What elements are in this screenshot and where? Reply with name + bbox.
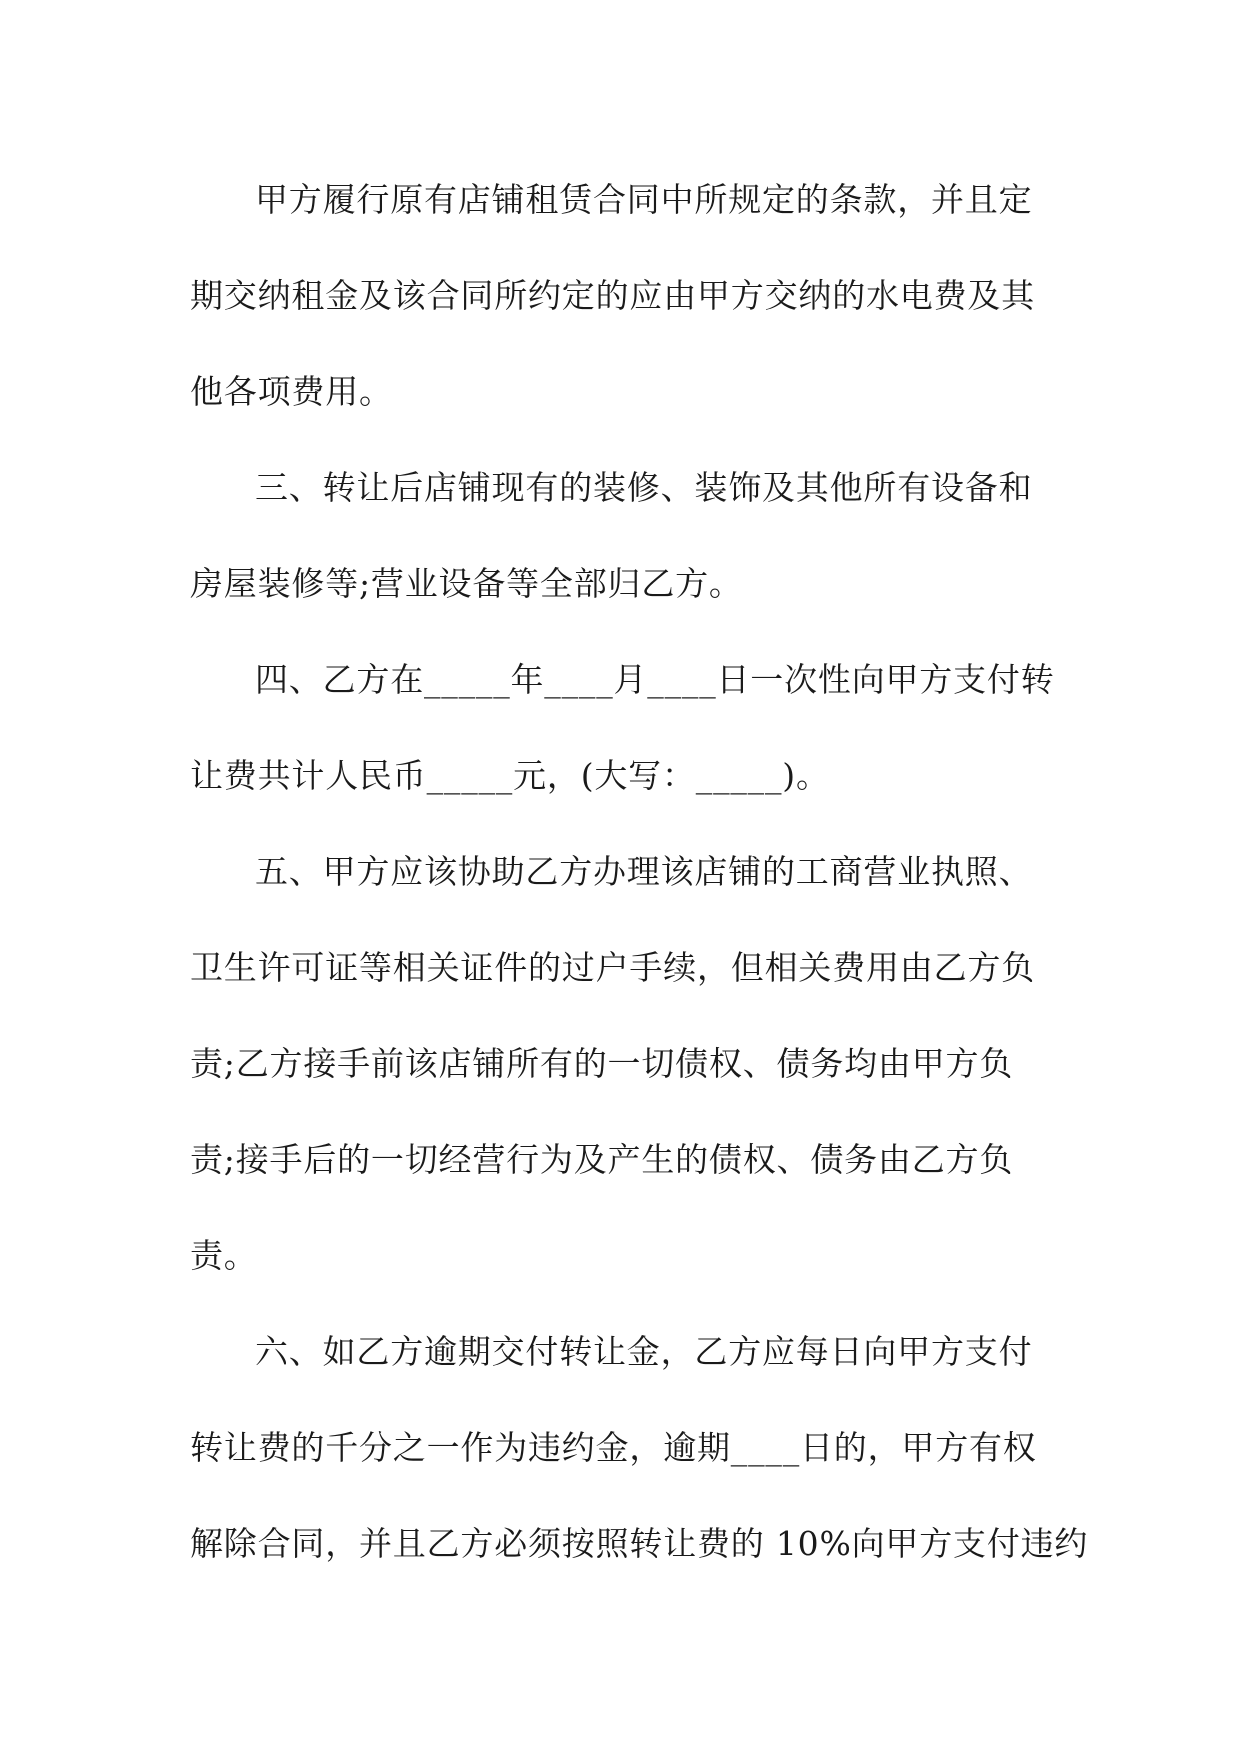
paragraph-line-1: 甲方履行原有店铺租赁合同中所规定的条款，并且定 xyxy=(255,180,1033,219)
clause-five-line-1: 五、甲方应该协助乙方办理该店铺的工商营业执照、 xyxy=(255,852,1033,891)
clause-six-line-3: 解除合同，并且乙方必须按照转让费的 10%向甲方支付违约 xyxy=(190,1524,1089,1563)
paragraph-line-3: 他各项费用。 xyxy=(190,372,393,411)
clause-three-line-2: 房屋装修等;营业设备等全部归乙方。 xyxy=(190,564,743,603)
clause-five-line-3: 责;乙方接手前该店铺所有的一切债权、债务均由甲方负 xyxy=(190,1044,1014,1083)
clause-five-line-5: 责。 xyxy=(190,1236,258,1275)
clause-four-line-1: 四、乙方在_____年____月____日一次性向甲方支付转 xyxy=(255,660,1055,699)
paragraph-line-2: 期交纳租金及该合同所约定的应由甲方交纳的水电费及其 xyxy=(190,276,1035,315)
clause-three-line-1: 三、转让后店铺现有的装修、装饰及其他所有设备和 xyxy=(255,468,1033,507)
clause-five-line-2: 卫生许可证等相关证件的过户手续，但相关费用由乙方负 xyxy=(190,948,1035,987)
clause-six-line-1: 六、如乙方逾期交付转让金，乙方应每日向甲方支付 xyxy=(255,1332,1033,1371)
clause-six-line-2: 转让费的千分之一作为违约金，逾期____日的，甲方有权 xyxy=(190,1428,1037,1467)
clause-five-line-4: 责;接手后的一切经营行为及产生的债权、债务由乙方负 xyxy=(190,1140,1014,1179)
clause-four-line-2: 让费共计人民币_____元，(大写：_____)。 xyxy=(190,756,830,795)
